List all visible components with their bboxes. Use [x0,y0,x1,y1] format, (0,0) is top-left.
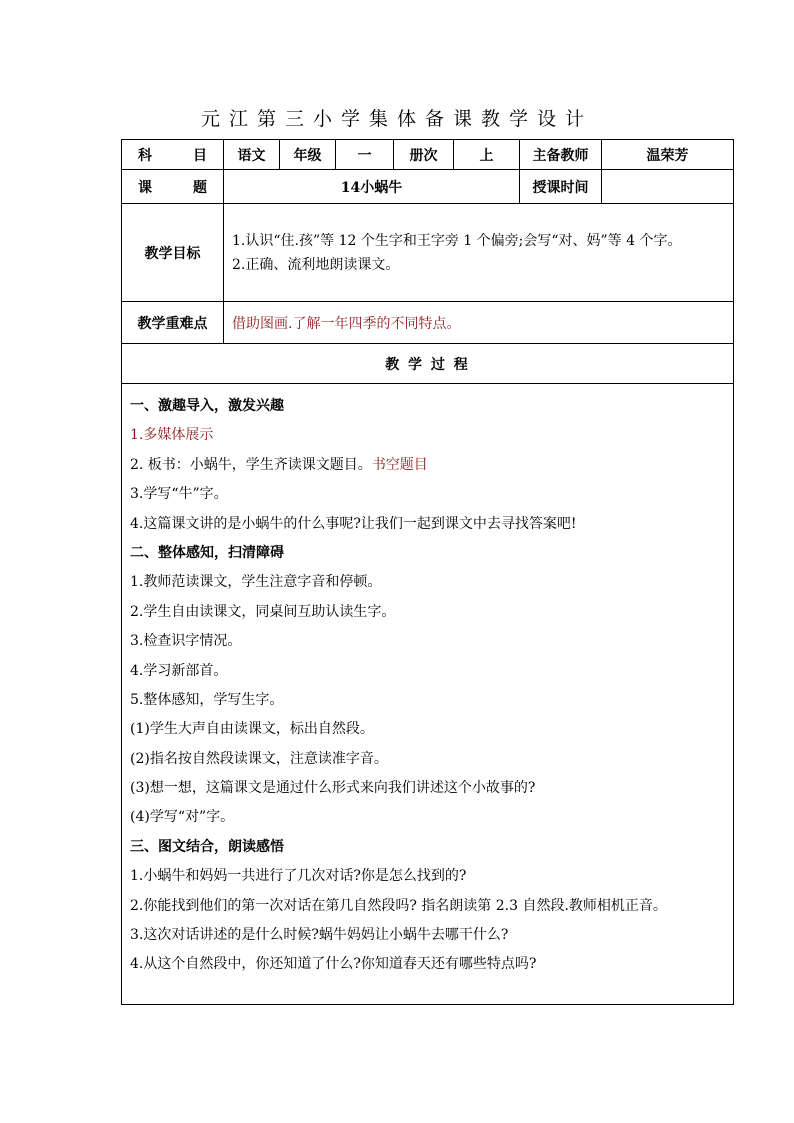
key-points-value: 借助图画.了解一年四季的不同特点。 [224,302,734,344]
goals-content [224,204,734,302]
lead-teacher-value: 温荣芳 [602,140,734,170]
s3-line-3: 3.这次对话讲述的是什么时候?蜗牛妈妈让小蜗牛去哪干什么? [130,927,509,944]
s2-line-6: (1)学生大声自由读课文，标出自然段。 [130,721,374,738]
grade-value: 一 [336,140,394,170]
s2-line-9: (4)学写“对”字。 [130,809,235,826]
s2-line-8: (3)想一想，这篇课文是通过什么形式来向我们讲述这个小故事的? [130,780,536,797]
s1-line-2-text: 2. 板书：小蜗牛，学生齐读课文题目。 [130,456,372,473]
class-time-value [602,170,734,204]
s2-line-7: (2)指名按自然段读课文，注意读准字音。 [130,750,388,767]
document-title: 元江第三小学集体备课教学设计 [200,108,593,130]
s1-line-2 [130,451,727,480]
s1-line-3: 3.学写“牛”字。 [130,486,228,503]
s2-line-5: 5.整体感知，学写生字。 [130,691,284,708]
goals-row [122,204,734,302]
s1-line-4: 4.这篇课文讲的是小蜗牛的什么事呢?让我们一起到课文中去寻找答案吧! [130,515,577,532]
lead-teacher-label: 主备教师 [520,140,602,170]
s3-line-2: 2.你能找到他们的第一次对话在第几自然段吗? 指名朗读第 2.3 自然段.教师相机正音。 [130,897,667,914]
lesson-plan-table [121,139,734,1005]
goal-line-2: 2.正确、流利地朗读课文。 [232,256,400,273]
header-row-1 [122,140,734,170]
section-1-title: 一、激趣导入，激发兴趣 [130,398,284,414]
section-3-title: 三、图文结合，朗读感悟 [130,838,284,855]
volume-label: 册次 [394,140,454,170]
s2-line-1: 1.教师范读课文，学生注意字音和停顿。 [130,574,382,591]
header-row-2 [122,170,734,204]
process-body-row [122,384,734,1005]
process-body [122,384,734,1005]
topic-value: 14小蜗牛 [224,170,520,204]
s2-line-3: 3.检查识字情况。 [130,633,242,650]
section-2-title: 二、整体感知，扫清障碍 [130,544,284,561]
s2-line-4: 4.学习新部首。 [130,662,228,679]
process-heading: 教 学 过 程 [122,344,734,384]
key-points-label: 教学重难点 [122,302,224,344]
s1-line-2-note: 书空题目 [371,456,428,473]
s3-line-1: 1.小蜗牛和妈妈一共进行了几次对话?你是怎么找到的? [130,868,467,885]
volume-value: 上 [454,140,520,170]
process-heading-row [122,344,734,384]
subject-value: 语文 [224,140,280,170]
s3-line-4: 4.从这个自然段中，你还知道了什么?你知道春天还有哪些特点吗? [130,956,537,973]
s1-line-1: 1.多媒体展示 [130,427,214,444]
goal-line-1: 1.认识“住.孩”等 12 个生字和王字旁 1 个偏旁;会写“对、妈”等 4 个字。 [232,232,682,249]
grade-label: 年级 [280,140,336,170]
goals-label: 教学目标 [122,204,224,302]
topic-label: 课题 [122,170,224,204]
subject-label: 科目 [122,140,224,170]
key-points-row [122,302,734,344]
s2-line-2: 2.学生自由读课文，同桌间互助认读生字。 [130,603,396,620]
class-time-label: 授课时间 [520,170,602,204]
